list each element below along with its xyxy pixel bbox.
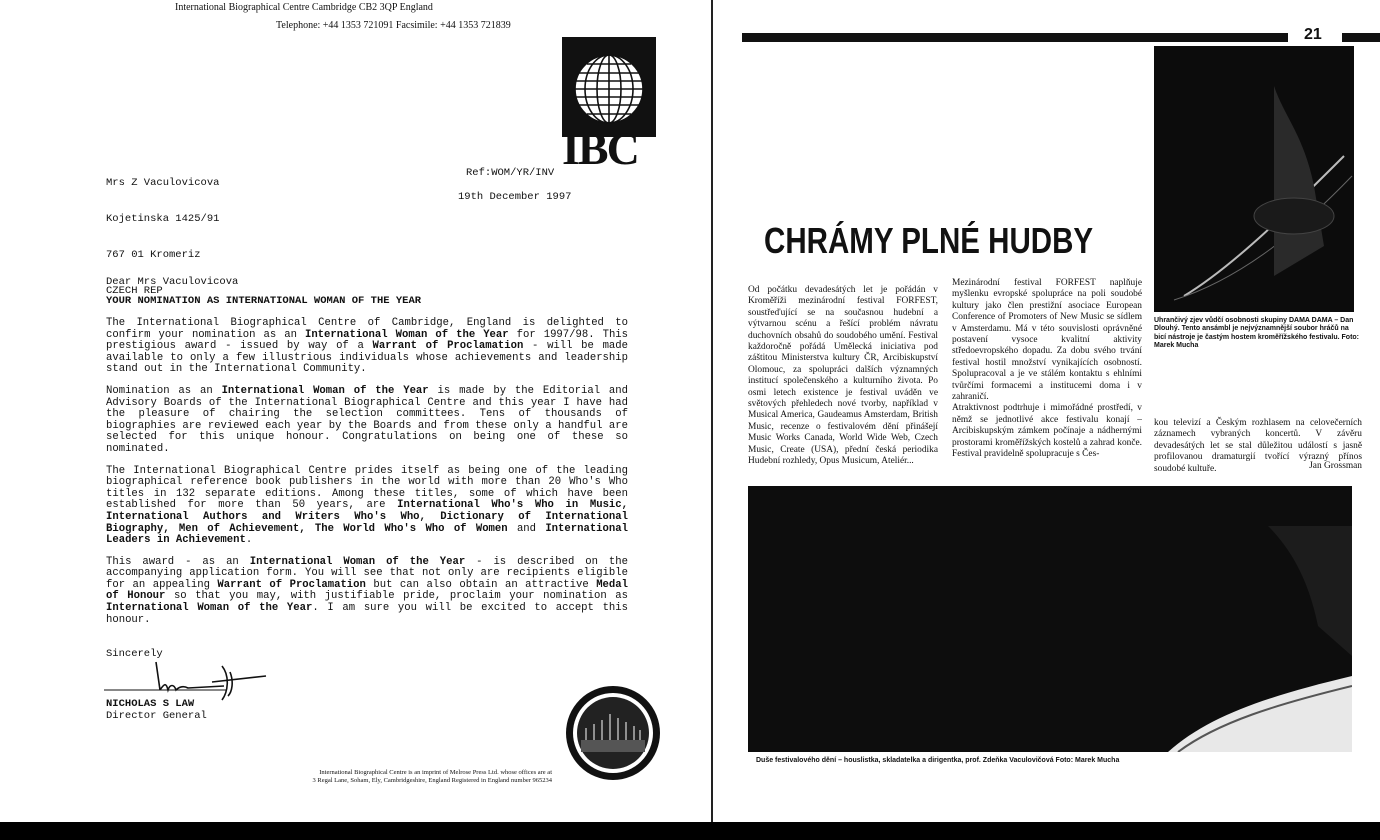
paragraph: This award - as an International Woman of the Year - is described on the accompanying application form. You will see that not only are recipients eligible for an appealing Warrant of Proclamation but can also obtain an attractive Medal of Honour so that you may, with justifiable pride, proclaim your nomination as International Woman of the Year. I am sure you will be excited to accept this honour. [106,555,629,626]
top-rule [742,33,1288,42]
paragraph: Nomination as an International Woman of the Year is made by the Editorial and Advisory Boards of the International Biographical Centre and this year I have had the pleasure of chairing the selection committees. Tens of thousands of biographies are reviewed each year by the Boards and from these only a handful are selected for this unique honour. Congratulations on being one of these so nominated. [106,384,629,455]
letter-date: 19th December 1997 [458,191,572,203]
article-column-3: kou televizí a Českým rozhlasem na celovečerních záznamech vybraných koncertů. V závěru devadesátých let se stal důležitou událostí s jasně profilovanou dramaturgií tvořící výrazný přínos soudobé kultuře. [1154,418,1362,474]
photo-caption-bottom: Duše festivalového dění – houslistka, skladatelka a dirigentka, prof. Zdeňka Vaculovičová Foto: Marek Mucha [756,757,1120,764]
footer-line: 3 Regal Lane, Soham, Ely, Cambridgeshire, England Registered in England number 965234 [312,777,552,784]
article-column-2: Mezinárodní festival FORFEST naplňuje myšlenku evropské spolupráce na poli soudobé kultury jako člen prestižní asociace European Conference of Promoters of New Music se sídlem v Amsterdamu. Má v této souvislosti oprávněné postavení vysoce kvalitní aktivity středoevropského dopadu. Za dobu svého trvání festival hostil množství vynikajících osobností. Spolupracoval a je ve stálém kontaktu s ehlními tvůrčími formacemi a institucemi doma i v zahraničí. Atraktivnost podtrhuje i mimořádné prostředí, v němž se jednotlivé akce festivalu konají – Arcibiskupským zámkem počínaje a nádhernými prostorami kroměřížských kostelů a zahrad konče. Festival pravidelně spolupracuje s Čes- [952,278,1142,460]
photo-dama-dama [1154,46,1354,312]
letterhead-phone: Telephone: +44 1353 721091 Facsimile: +44 1353 721839 [276,20,511,31]
newspaper-page [712,0,1380,822]
article-headline: CHRÁMY PLNÉ HUDBY [764,220,1094,261]
photo-vaculovicova [748,486,1352,752]
signer-name: NICHOLAS S LAW [106,698,195,710]
letterhead-address: International Biographical Centre Cambridge CB2 3QP England [175,2,433,13]
paragraph: The International Biographical Centre prides itself as being one of the leading biographical reference book publishers in the world with more than 20 Who's Who titles in 132 separate editions. Among these titles, some of which have been established for more than 50 years, are International Who's Who in Music, International Authors and Writers Who's Who, Dictionary of International Biography, Men of Achievement, The World Who's Who of Women and International Leaders in Achievement. [106,464,629,547]
page-number: 21 [1304,26,1322,43]
signature [104,656,274,702]
signer-title: Director General [106,710,207,722]
article-column-1: Od počátku devadesátých let je pořádán v Kroměříži mezinárodní festival FORFEST, soustřeďující se na současnou hudební a výtvarnou scénu a řešící problém návratu duchovních obsahů do soudobého umění. Festival každoročně pořádá Umělecká iniciativa pod záštitou Ministerstva kultury ČR, Arcibiskupství Olomouc, za spolupráci dalších významných institucí společenského a kulturního života. Po osmi letech existence je festival uváděn ve světových přehledech nové tvorby, například v Musical America, Gaudeamus Amsterdam, British Music, recenze o festivalovém dění přinášejí Music Works Canada, World Wide Web, Czech Music, Create (USA), přední česká periodika Hudební rozhledy, Opus Musicum, Ateliér... [748,285,938,467]
letter-subject: YOUR NOMINATION AS INTERNATIONAL WOMAN OF THE YEAR [106,295,422,307]
photo-content [748,486,1352,752]
salutation: Dear Mrs Vaculovicova [106,276,239,288]
ibc-seal [564,684,662,782]
footer-line: International Biographical Centre is an imprint of Melrose Press Ltd. whose offices are at [319,769,552,776]
paragraph: The International Biographical Centre of Cambridge, England is delighted to confirm your nomination as an International Woman of the Year for 1997/98. This prestigious award - issued by way of a Warrant of Proclamation - will be made available to only a few illustrious individuals whose achievements and leadership stand out in the International Community. [106,317,629,376]
ibc-logo-text: IBC [562,123,638,174]
top-rule-right [1342,33,1380,42]
reference-number: Ref:WOM/YR/INV [466,167,555,179]
letter-footer [230,769,552,785]
recipient-line: 767 01 Kromeriz [106,249,201,261]
closing: Sincerely [106,648,163,660]
article-author: Jan Grossman [1309,461,1362,471]
photo-content [1154,46,1354,312]
recipient-line: Mrs Z Vaculovicova [106,177,220,189]
photo-caption-top: Uhrančivý zjev vůdčí osobnosti skupiny DAMA DAMA – Dan Dlouhý. Tento ansámbl je nejvýznamnější soubor hráčů na bicí nástroje je častým hostem kroměřížského festivalu. Foto: Marek Mucha [1154,317,1360,350]
recipient-line: CZECH REP [106,285,163,297]
letter-body [106,318,628,636]
scan-bottom-band [0,822,1380,840]
recipient-line: Kojetinska 1425/91 [106,213,220,225]
